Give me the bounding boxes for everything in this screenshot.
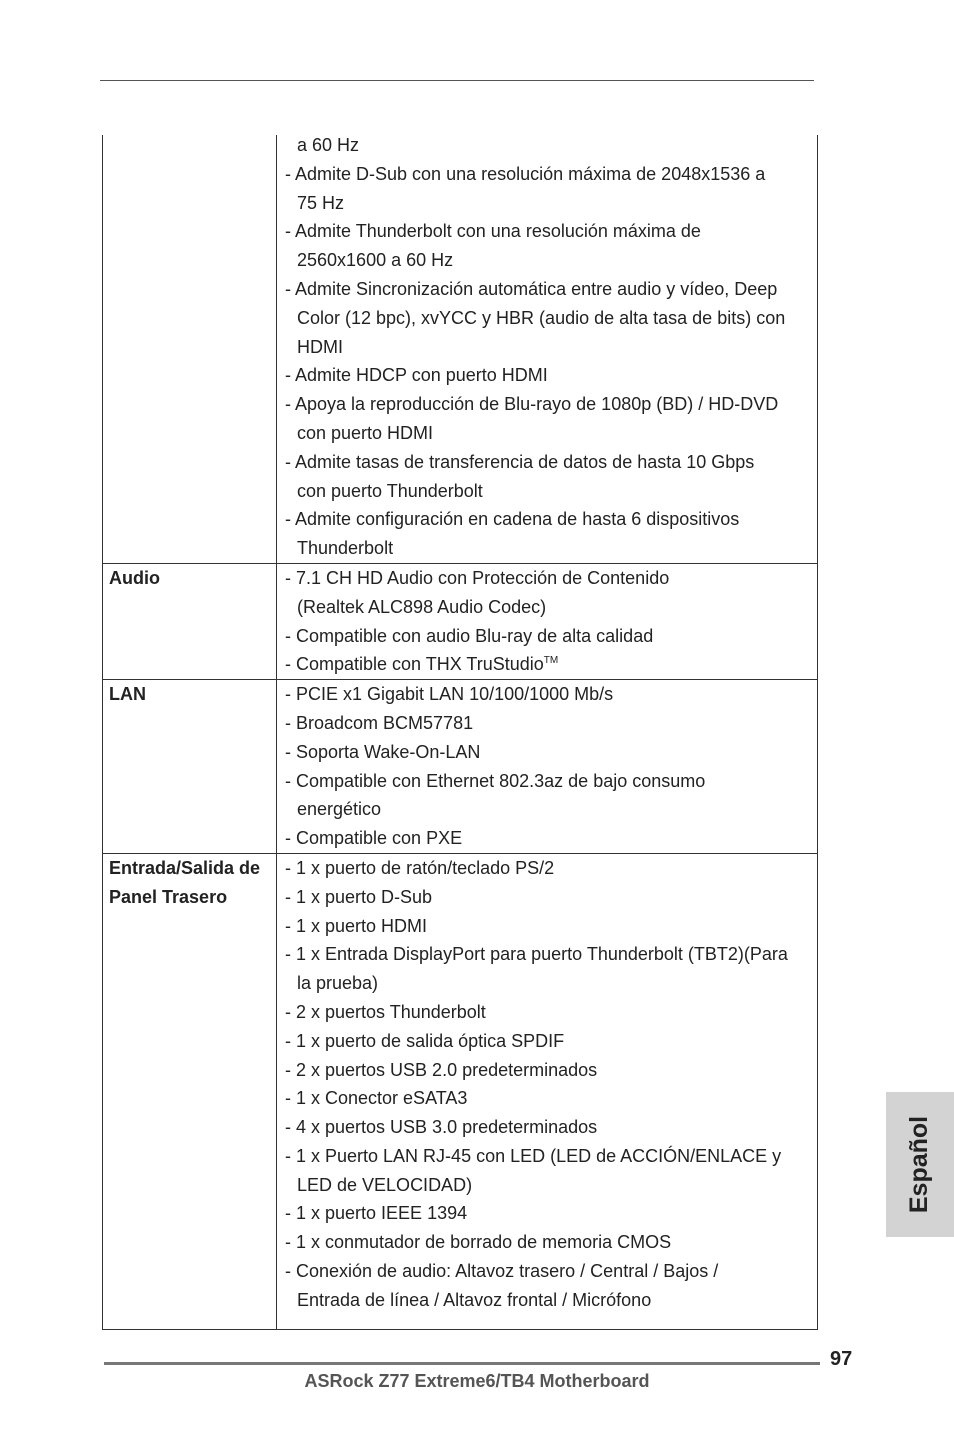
spec-line-text: (Realtek ALC898 Audio Codec)	[297, 596, 547, 617]
spec-line-text: - 1 x puerto de salida óptica SPDIF	[285, 1030, 565, 1051]
spec-line-text: Entrada de línea / Altavoz frontal / Micrófono	[297, 1289, 652, 1310]
spec-line-text: HDMI	[297, 336, 343, 357]
spec-content	[277, 135, 818, 563]
spec-line-text: - Compatible con THX TruStudio	[285, 654, 544, 675]
spec-line	[285, 304, 817, 333]
spec-line-text: - Admite Sincronización automática entre audio y vídeo, Deep	[285, 278, 778, 299]
spec-line	[285, 1286, 817, 1315]
spec-line	[285, 622, 817, 651]
spec-content	[277, 680, 818, 854]
spec-line-text: - 4 x puertos USB 3.0 predeterminados	[285, 1117, 598, 1138]
spec-line	[285, 361, 817, 390]
spec-line-text: - Compatible con PXE	[285, 828, 463, 849]
spec-line	[285, 1113, 817, 1142]
spec-line	[285, 593, 817, 622]
spec-line-text: - 1 x puerto HDMI	[285, 915, 428, 936]
language-tab	[886, 1092, 954, 1237]
spec-label-line: LAN	[109, 684, 146, 705]
spec-line-text: - PCIE x1 Gigabit LAN 10/100/1000 Mb/s	[285, 684, 614, 705]
spec-line-text: 2560x1600 a 60 Hz	[297, 250, 454, 271]
spec-line-text: energético	[297, 799, 382, 820]
spec-table	[102, 135, 818, 1330]
spec-line	[285, 1084, 817, 1113]
language-tab-label: Español	[905, 1115, 934, 1214]
spec-line-text: - 1 x conmutador de borrado de memoria CMOS	[285, 1232, 672, 1253]
spec-line	[285, 275, 817, 304]
spec-line	[285, 650, 817, 679]
spec-line	[285, 795, 817, 824]
spec-line	[285, 738, 817, 767]
spec-line-text: - Soporta Wake-On-LAN	[285, 741, 481, 762]
spec-line-text: - 1 x Entrada DisplayPort para puerto Thunderbolt (TBT2)(Para	[285, 944, 788, 965]
spec-content	[277, 853, 818, 1329]
spec-label	[103, 680, 277, 854]
bottom-rule	[104, 1362, 820, 1365]
spec-line-text: - 1 x Conector eSATA3	[285, 1088, 468, 1109]
spec-label-line: Entrada/Salida de	[109, 857, 261, 878]
spec-line	[285, 448, 817, 477]
spec-line-text: - 7.1 CH HD Audio con Protección de Contenido	[285, 567, 670, 588]
spec-line	[285, 912, 817, 941]
spec-line	[285, 854, 817, 883]
spec-line	[285, 1257, 817, 1286]
footer-title: ASRock Z77 Extreme6/TB4 Motherboard	[304, 1371, 650, 1391]
spec-line	[285, 564, 817, 593]
spec-line-text: - Admite D-Sub con una resolución máxima de 2048x1536 a	[285, 163, 766, 184]
spec-line-text: a 60 Hz	[297, 135, 360, 155]
spec-line-text: - 1 x puerto D-Sub	[285, 886, 433, 907]
spec-line	[285, 477, 817, 506]
spec-label	[103, 135, 277, 563]
spec-line	[285, 680, 817, 709]
spec-row	[103, 680, 818, 854]
spec-line	[285, 189, 817, 218]
spec-table-body	[103, 135, 818, 1329]
spec-line-text: - Compatible con Ethernet 802.3az de bajo consumo	[285, 770, 706, 791]
spec-line-text: Thunderbolt	[297, 538, 394, 559]
spec-line-text: - 1 x puerto IEEE 1394	[285, 1203, 468, 1224]
spec-line	[285, 1171, 817, 1200]
spec-line-text: LED de VELOCIDAD)	[297, 1174, 473, 1195]
spec-line-text: con puerto Thunderbolt	[297, 480, 483, 501]
spec-line	[285, 419, 817, 448]
spec-content	[277, 563, 818, 679]
spec-line-text: - Admite tasas de transferencia de datos de hasta 10 Gbps	[285, 451, 755, 472]
spec-row	[103, 563, 818, 679]
spec-line-text: - Broadcom BCM57781	[285, 712, 474, 733]
spec-line-text: - Admite HDCP con puerto HDMI	[285, 365, 548, 386]
spec-line	[285, 1056, 817, 1085]
spec-line	[285, 709, 817, 738]
spec-line-text: - 1 x puerto de ratón/teclado PS/2	[285, 857, 555, 878]
spec-line	[285, 998, 817, 1027]
spec-line	[285, 390, 817, 419]
spec-line-text: con puerto HDMI	[297, 422, 434, 443]
spec-row	[103, 135, 818, 563]
spec-line	[285, 135, 817, 160]
spec-line	[285, 940, 817, 969]
spec-line	[285, 217, 817, 246]
spec-line-text: - Admite Thunderbolt con una resolución máxima de	[285, 221, 701, 242]
top-rule	[100, 80, 814, 81]
spec-line	[285, 246, 817, 275]
spec-line	[285, 333, 817, 362]
page-number: 97	[830, 1348, 853, 1370]
spec-line	[285, 505, 817, 534]
spec-line	[285, 1199, 817, 1228]
spec-line-text: - Conexión de audio: Altavoz trasero / Central / Bajos /	[285, 1261, 719, 1282]
spec-label-line: Audio	[109, 567, 160, 588]
spec-row	[103, 853, 818, 1329]
spec-line	[285, 767, 817, 796]
spec-label	[103, 853, 277, 1329]
spec-line-text: - 2 x puertos Thunderbolt	[285, 1001, 486, 1022]
spec-line-text: la prueba)	[297, 973, 379, 994]
spec-line	[285, 160, 817, 189]
spec-line	[285, 1142, 817, 1171]
spec-line-text: - 2 x puertos USB 2.0 predeterminados	[285, 1059, 598, 1080]
spec-line	[285, 1228, 817, 1257]
trademark-mark: TM	[543, 655, 559, 667]
spec-line	[285, 534, 817, 563]
spec-label	[103, 563, 277, 679]
spec-line	[285, 1027, 817, 1056]
spec-line	[285, 969, 817, 998]
spec-line	[285, 824, 817, 853]
spec-line-text: 75 Hz	[297, 192, 345, 213]
spec-line-text: - Admite configuración en cadena de hasta 6 dispositivos	[285, 509, 740, 530]
spec-line-text: Color (12 bpc), xvYCC y HBR (audio de alta tasa de bits) con	[297, 307, 786, 328]
spec-line-text: - Apoya la reproducción de Blu-rayo de 1080p (BD) / HD-DVD	[285, 394, 779, 415]
spec-line	[285, 883, 817, 912]
spec-line-text: - Compatible con audio Blu-ray de alta calidad	[285, 625, 654, 646]
spec-line-text: - 1 x Puerto LAN RJ-45 con LED (LED de ACCIÓN/ENLACE y	[285, 1145, 782, 1166]
spec-label-line: Panel Trasero	[109, 886, 228, 907]
